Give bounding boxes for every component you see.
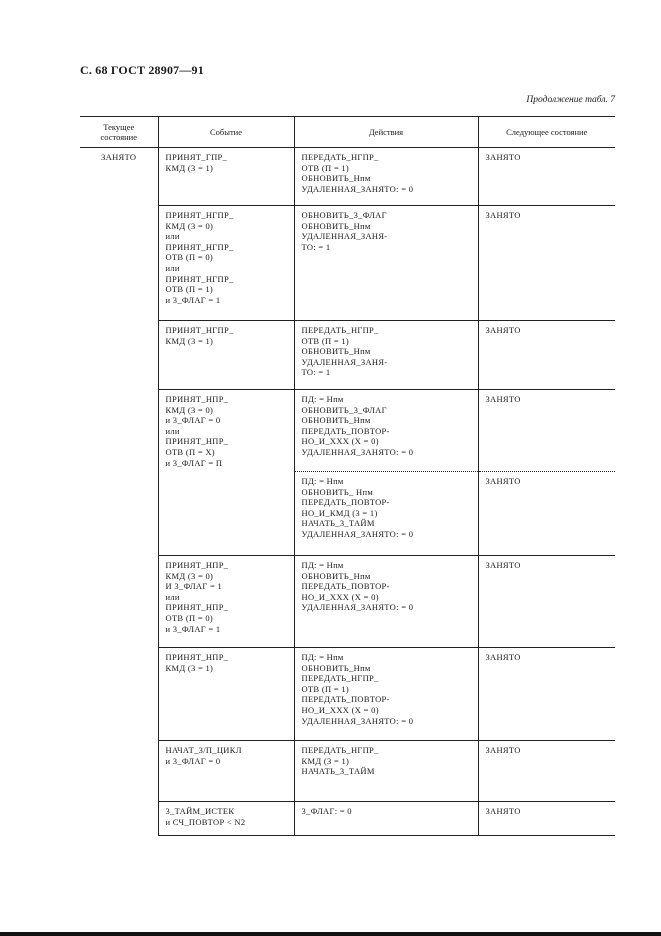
next-state-cell: ЗАНЯТО [478,741,615,802]
table-continuation-caption: Продолжение табл. 7 [526,95,615,105]
next-state-cell: ЗАНЯТО [478,148,615,206]
table-row [80,390,615,472]
table-row [80,741,615,802]
next-state-cell: ЗАНЯТО [478,648,615,741]
event-cell: ПРИНЯТ_ГПР_ КМД (3 = 1) [158,148,294,206]
actions-cell: 3_ФЛАГ: = 0 [294,802,478,836]
actions-cell: ПЕРЕДАТЬ_НГПР_ ОТВ (П = 1) ОБНОВИТЬ_Нпм УДАЛЕННАЯ_ЗАНЯ- ТО: = 1 [294,321,478,390]
event-cell: ПРИНЯТ_НПР_ КМД (3 = 0) и 3_ФЛАГ = 0 или ПРИНЯТ_НПР_ ОТВ (П = X) и 3_ФЛАГ = П [158,390,294,556]
event-cell: ПРИНЯТ_НПР_ КМД (3 = 0) И 3_ФЛАГ = 1 или ПРИНЯТ_НПР_ ОТВ (П = 0) и 3_ФЛАГ = 1 [158,556,294,648]
event-cell: ПРИНЯТ_НПР_ КМД (3 = 1) [158,648,294,741]
state-transition-table-container [80,116,615,836]
next-state-cell: ЗАНЯТО [478,321,615,390]
actions-cell: ПЕРЕДАТЬ_НГПР_ ОТВ (П = 1) ОБНОВИТЬ_Нпм УДАЛЕННАЯ_ЗАНЯТО: = 0 [294,148,478,206]
actions-cell: ПД: = Нпм ОБНОВИТЬ_Нпм ПЕРЕДАТЬ_ПОВТОР- НО_И_ХХХ (X = 0) УДАЛЕННАЯ_ЗАНЯТО: = 0 [294,556,478,648]
header-event: Событие [158,117,294,148]
next-state-cell: ЗАНЯТО [478,390,615,472]
header-actions: Действия [294,117,478,148]
next-state-cell: ЗАНЯТО [478,802,615,836]
header-next-state: Следующее состояние [478,117,615,148]
current-state-cell: ЗАНЯТО [101,152,137,162]
table-row [80,206,615,321]
next-state-cell: ЗАНЯТО [478,556,615,648]
page-bottom-edge [0,932,661,936]
actions-cell: ПЕРЕДАТЬ_НГПР_ КМД (3 = 1) НАЧАТЬ_3_ТАЙМ [294,741,478,802]
actions-cell: ПД: = Нпм ОБНОВИТЬ_ Нпм ПЕРЕДАТЬ_ПОВТОР- НО_И_КМД (3 = 1) НАЧАТЬ_3_ТАЙМ УДАЛЕННАЯ_ЗАНЯТО: = 0 [294,472,478,556]
state-transition-table [80,116,615,836]
event-cell: 3_ТАЙМ_ИСТЕК и СЧ_ПОВТОР < N2 [158,802,294,836]
table-row [80,148,615,206]
actions-cell: ПД: = Нпм ОБНОВИТЬ_3_ФЛАГ ОБНОВИТЬ_Нпм ПЕРЕДАТЬ_ПОВТОР- НО_И_ХХХ (X = 0) УДАЛЕННАЯ_ЗАНЯТО: = 0 [294,390,478,472]
event-cell: ПРИНЯТ_НГПР_ КМД (3 = 1) [158,321,294,390]
table-row [80,648,615,741]
header-current-state: Текущее состояние [80,117,158,148]
actions-cell: ОБНОВИТЬ_3_ФЛАГ ОБНОВИТЬ_Нпм УДАЛЕННАЯ_ЗАНЯ- ТО: = 1 [294,206,478,321]
page-header: С. 68 ГОСТ 28907—91 [80,63,204,77]
actions-cell: ПД: = Нпм ОБНОВИТЬ_Нпм ПЕРЕДАТЬ_НГПР_ ОТВ (П = 1) ПЕРЕДАТЬ_ПОВТОР- НО_И_ХХХ (X = 0) УДАЛЕННАЯ_ЗАНЯТО: = 0 [294,648,478,741]
event-cell: ПРИНЯТ_НГПР_ КМД (3 = 0) или ПРИНЯТ_НГПР_ ОТВ (П = 0) или ПРИНЯТ_НГПР_ ОТВ (П = 1) и 3_ФЛАГ = 1 [158,206,294,321]
next-state-cell: ЗАНЯТО [478,472,615,556]
table-row [80,802,615,836]
table-row [80,556,615,648]
next-state-cell: ЗАНЯТО [478,206,615,321]
event-cell: НАЧАТ_З/П_ЦИКЛ и 3_ФЛАГ = 0 [158,741,294,802]
table-row [80,321,615,390]
table-header-row [80,117,615,148]
